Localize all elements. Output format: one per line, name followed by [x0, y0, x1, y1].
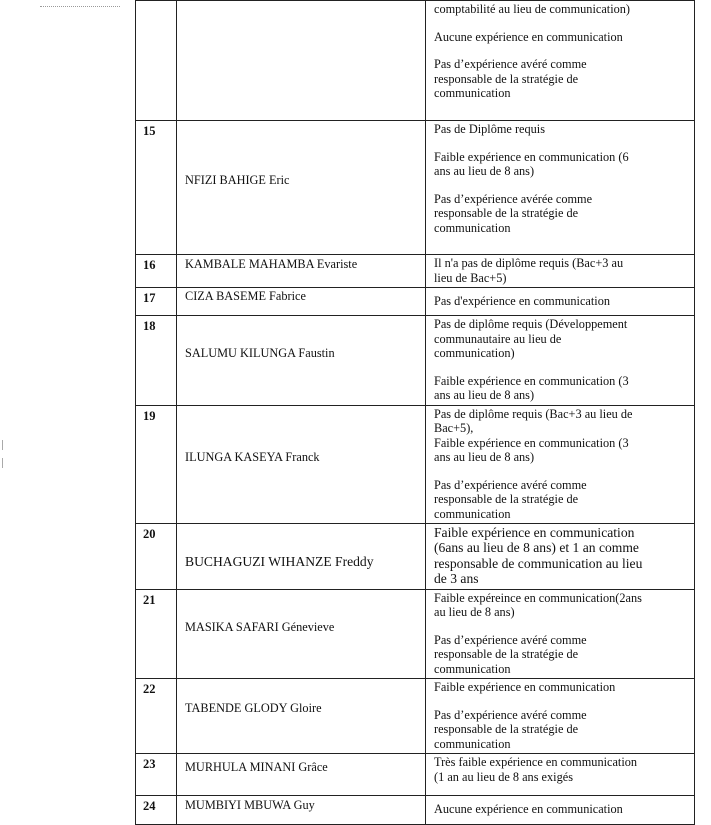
reason-line: Bac+5),: [434, 421, 474, 435]
margin-tick: [2, 440, 3, 450]
row-number: 18: [136, 316, 177, 406]
row-number: 17: [136, 288, 177, 316]
reason-line: ans au lieu de 8 ans): [434, 164, 535, 178]
paragraph-gap: [434, 137, 690, 150]
paragraph-gap: [434, 17, 690, 30]
candidate-name: [177, 405, 426, 524]
candidate-name-text: NFIZI BAHIGE Eric: [185, 173, 290, 187]
candidate-name-text: CIZA BASEME Fabrice: [185, 289, 306, 303]
table-row: [136, 316, 695, 406]
table-row: [136, 679, 695, 754]
reason-line: Faible expéreince en communication(2ans: [434, 590, 642, 605]
reason-line: responsable de la stratégie de: [434, 492, 579, 506]
candidate-name: [177, 1, 426, 121]
reason-line: Il n'a pas de diplôme requis (Bac+3 au: [434, 256, 624, 270]
reason-line: ans au lieu de 8 ans): [434, 388, 535, 402]
paragraph-gap: [434, 361, 690, 374]
reason-line: Très faible expérience en communication: [434, 755, 638, 770]
reason-line: communication: [434, 220, 511, 235]
table-body: [136, 1, 695, 825]
candidate-name: [177, 121, 426, 255]
reason-line: Faible expérience en communication: [434, 525, 635, 540]
candidate-name: [177, 288, 426, 316]
candidate-name: [177, 524, 426, 590]
row-number: [136, 1, 177, 121]
candidate-name: [177, 255, 426, 288]
candidate-name: [177, 316, 426, 406]
reason-line: responsable de la stratégie de: [434, 647, 579, 662]
candidate-name-text: BUCHAGUZI WIHANZE Freddy: [185, 554, 374, 569]
rejection-reason: [426, 754, 695, 796]
candidate-name-text: ILUNGA KASEYA Franck: [185, 449, 320, 464]
paragraph-gap: [434, 695, 690, 708]
candidate-name: [177, 589, 426, 679]
rejection-reason: [426, 524, 695, 590]
paragraph-gap: [434, 465, 690, 478]
reason-line: communication: [434, 661, 511, 676]
candidate-name: [177, 754, 426, 796]
table-row: [136, 405, 695, 524]
rejection-reason: [426, 121, 695, 255]
reason-line: responsable de la stratégie de: [434, 71, 579, 86]
candidate-name-text: MURHULA MINANI Grâce: [185, 760, 328, 775]
reason-line: Pas de Diplôme requis: [434, 122, 545, 136]
reason-line: communication: [434, 506, 511, 521]
candidate-name-text: MUMBIYI MBUWA Guy: [185, 798, 315, 813]
paragraph-gap: [434, 44, 690, 57]
reason-line: Pas d’expérience avéré comme: [434, 57, 587, 71]
candidate-name-text: KAMBALE MAHAMBA Evariste: [185, 257, 358, 271]
table-row: [136, 754, 695, 796]
row-number: 20: [136, 524, 177, 590]
reason-line: Pas de diplôme requis (Bac+3 au lieu de: [434, 406, 633, 421]
reason-line: Pas d’expérience avéré comme: [434, 632, 587, 647]
table-row: [136, 1, 695, 121]
row-number: 23: [136, 754, 177, 796]
reason-line: Pas d’expérience avéré comme: [434, 707, 587, 722]
reason-line: Aucune expérience en communication: [434, 802, 623, 817]
candidate-name-text: TABENDE GLODY Gloire: [185, 701, 322, 716]
rejection-reason: [426, 589, 695, 679]
row-number: 15: [136, 121, 177, 255]
reason-line: communication): [434, 346, 515, 360]
table-row: [136, 589, 695, 679]
reason-line: Pas de diplôme requis (Développement: [434, 317, 628, 331]
candidate-name: [177, 679, 426, 754]
candidate-name-text: MASIKA SAFARI Génevieve: [185, 619, 335, 634]
reason-line: de 3 ans: [434, 571, 479, 587]
reason-line: Pas d’expérience avéré comme: [434, 477, 587, 492]
scan-artifact-dots: [40, 0, 120, 7]
table-row: [136, 288, 695, 316]
row-number: 21: [136, 589, 177, 679]
rejection-reason: [426, 316, 695, 406]
reason-line: comptabilité au lieu de communication): [434, 2, 631, 16]
rejection-reason: [426, 1, 695, 121]
reason-line: communication: [434, 736, 511, 751]
table-row: [136, 524, 695, 590]
reason-line: (1 an au lieu de 8 ans exigés: [434, 769, 573, 784]
candidate-name: [177, 796, 426, 825]
reason-line: Faible expérience en communication (6: [434, 149, 629, 164]
margin-tick: [2, 458, 3, 468]
reason-line: responsable de communication au lieu: [434, 555, 643, 571]
rejection-reason: [426, 796, 695, 825]
row-number: 24: [136, 796, 177, 825]
reason-line: Faible expérience en communication (3: [434, 435, 629, 450]
rejected-candidates-table: [135, 0, 695, 825]
table-row: [136, 796, 695, 825]
reason-line: Pas d'expérience en communication: [434, 294, 611, 308]
reason-line: communautaire au lieu de: [434, 331, 562, 346]
reason-line: Faible expérience en communication: [434, 680, 616, 695]
rejection-reason: [426, 405, 695, 524]
row-number: 19: [136, 405, 177, 524]
table-row: [136, 121, 695, 255]
reason-line: Faible expérience en communication (3: [434, 373, 629, 388]
reason-line: responsable de la stratégie de: [434, 722, 579, 737]
reason-line: communication: [434, 86, 511, 100]
reason-line: (6ans au lieu de 8 ans) et 1 an comme: [434, 540, 639, 556]
row-number: 16: [136, 255, 177, 288]
reason-line: au lieu de 8 ans): [434, 605, 515, 620]
rejection-reason: [426, 255, 695, 288]
rejection-reason: [426, 288, 695, 316]
reason-line: ans au lieu de 8 ans): [434, 450, 535, 464]
table-row: [136, 255, 695, 288]
reason-line: responsable de la stratégie de: [434, 206, 579, 220]
rejection-reason: [426, 679, 695, 754]
reason-line: Aucune expérience en communication: [434, 29, 623, 44]
reason-line: Pas d’expérience avérée comme: [434, 191, 593, 206]
reason-line: lieu de Bac+5): [434, 270, 507, 285]
paragraph-gap: [434, 179, 690, 192]
paragraph-gap: [434, 620, 690, 633]
row-number: 22: [136, 679, 177, 754]
candidate-name-text: SALUMU KILUNGA Faustin: [185, 346, 335, 360]
